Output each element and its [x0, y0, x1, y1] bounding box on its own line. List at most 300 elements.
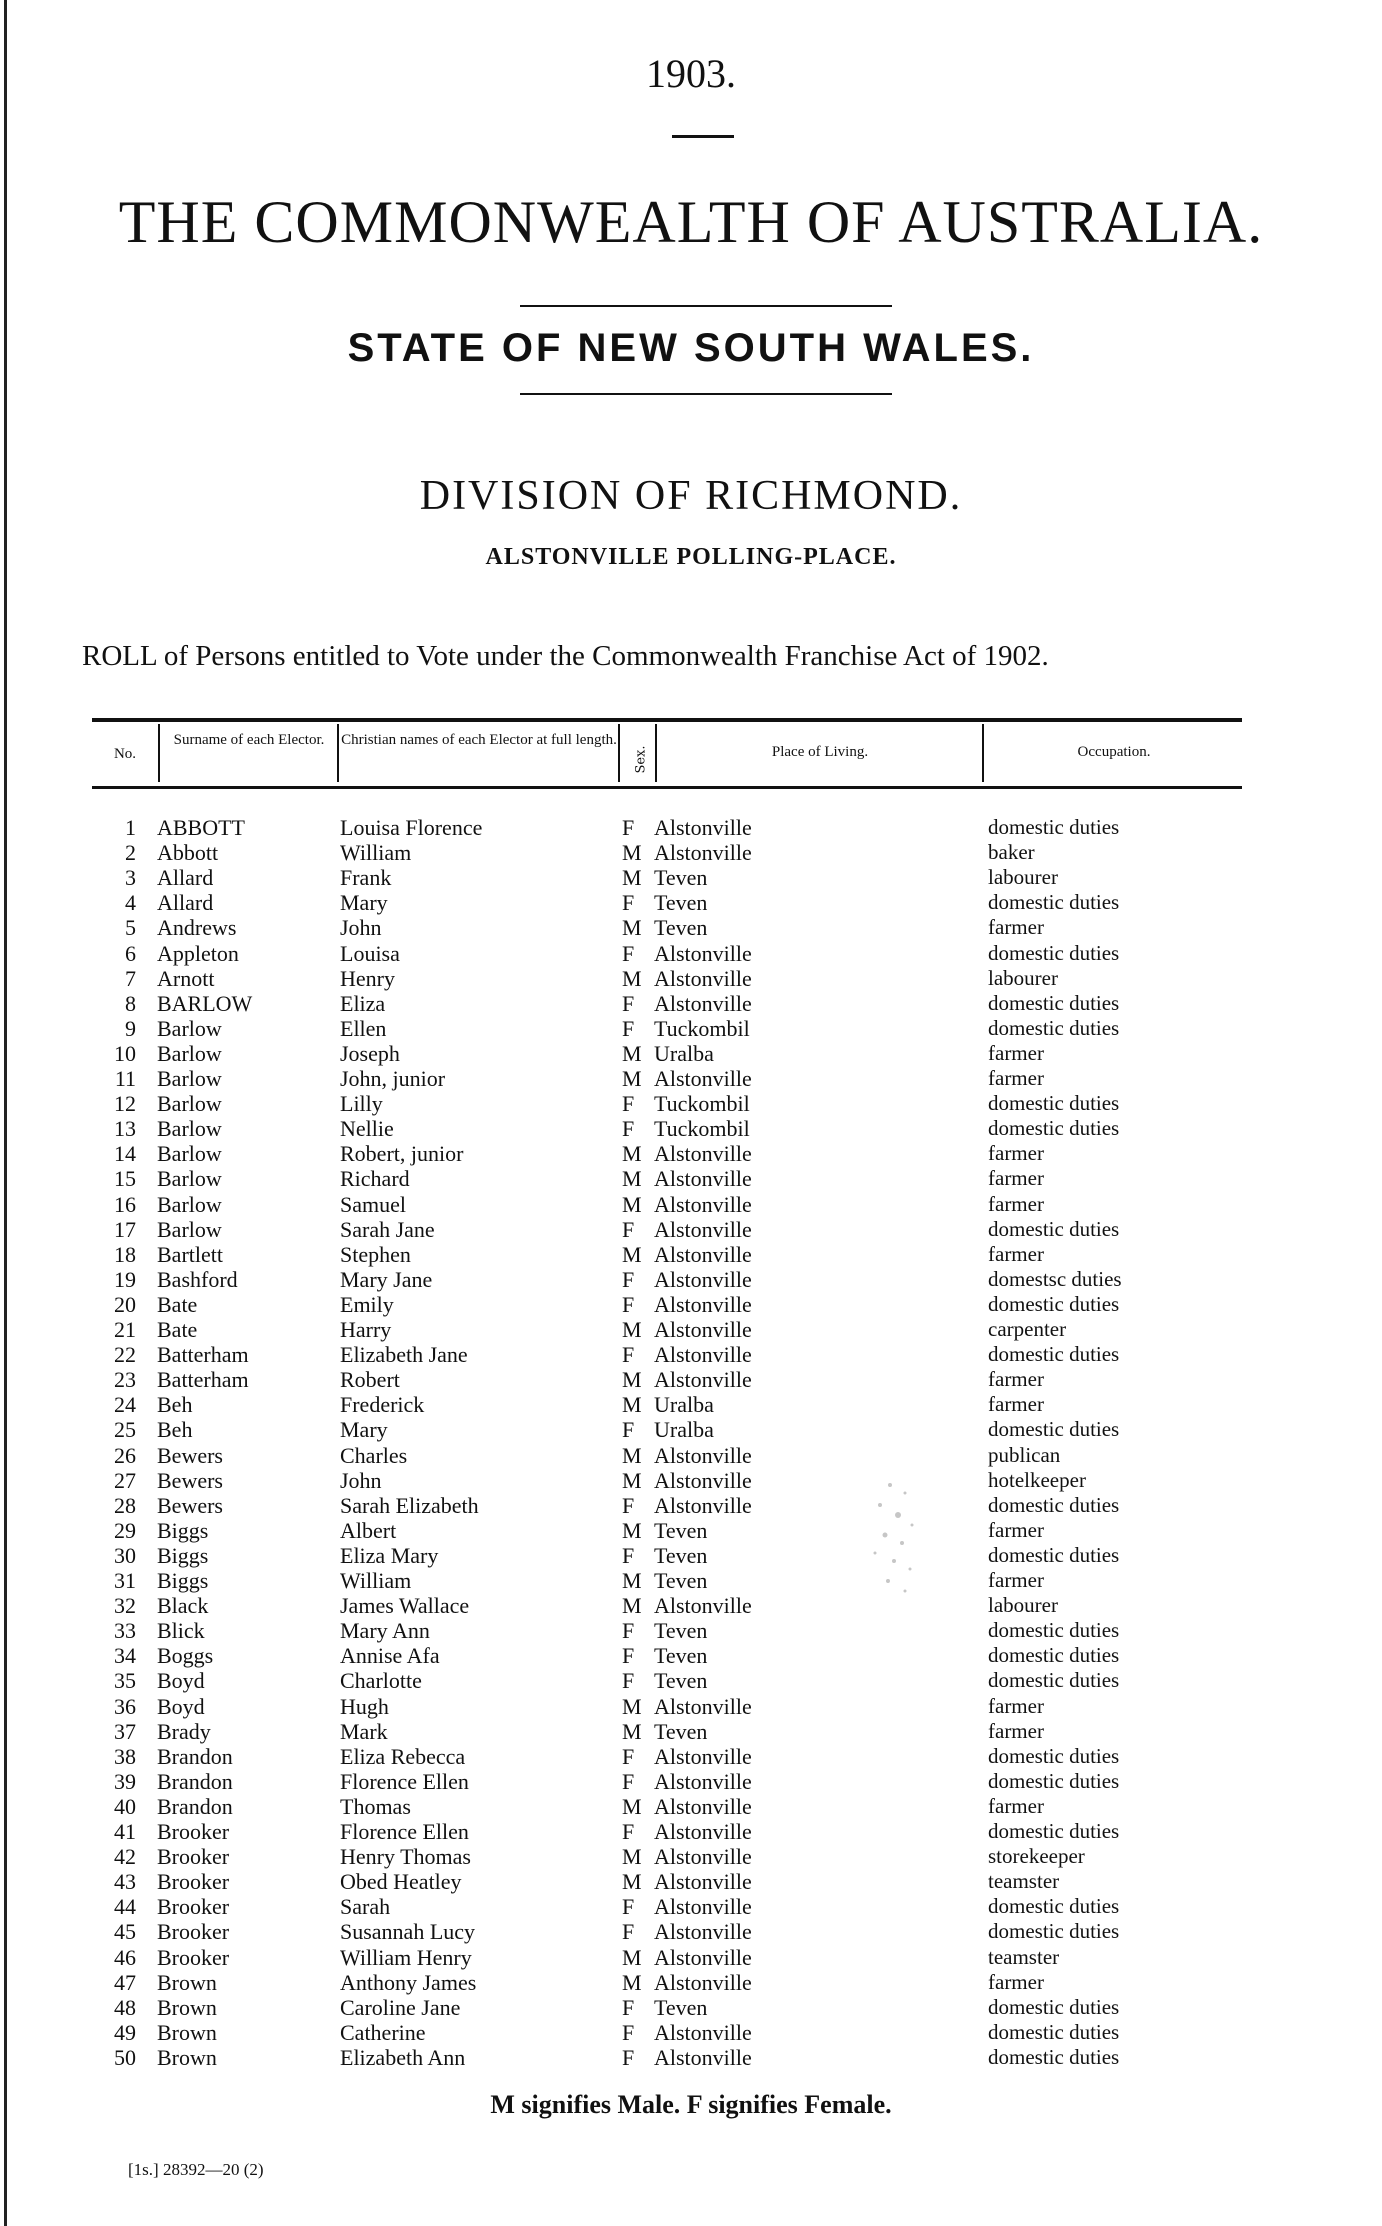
row-christian-names: John: [340, 915, 382, 941]
table-row: [0, 1242, 1382, 1267]
row-surname: Barlow: [157, 1166, 222, 1192]
row-surname: Arnott: [157, 965, 215, 991]
row-sex: M: [622, 1442, 642, 1468]
divider: [672, 135, 734, 138]
row-number: 45: [114, 1919, 136, 1945]
row-surname: Bewers: [157, 1492, 223, 1518]
row-surname: Biggs: [157, 1568, 209, 1593]
table-row: [0, 1593, 1382, 1618]
column-divider: [618, 724, 620, 782]
table-row: [0, 1367, 1382, 1392]
row-sex: F: [622, 990, 635, 1016]
sex-legend: M signifies Male. F signifies Female.: [490, 2090, 892, 2119]
row-occupation: labourer: [988, 865, 1058, 890]
table-row: [0, 1192, 1382, 1217]
row-christian-names: Catherine: [340, 2019, 426, 2045]
polling-place: ALSTONVILLE POLLING-PLACE.: [485, 544, 897, 570]
row-christian-names: Frederick: [340, 1392, 425, 1418]
row-occupation: hotelkeeper: [988, 1467, 1086, 1492]
table-row: [0, 1217, 1382, 1242]
row-occupation: farmer: [988, 1367, 1044, 1392]
row-christian-names: Thomas: [340, 1793, 411, 1819]
table-row: [0, 1894, 1382, 1919]
row-surname: ABBOTT: [157, 815, 245, 840]
row-occupation: domestic duties: [988, 1015, 1120, 1040]
row-christian-names: Lilly: [340, 1091, 383, 1117]
row-christian-names: Robert: [340, 1367, 400, 1393]
row-sex: F: [622, 890, 635, 916]
row-christian-names: Eliza: [340, 990, 386, 1016]
row-sex: F: [622, 940, 635, 966]
row-surname: Brooker: [157, 1919, 230, 1945]
row-christian-names: Mary Jane: [340, 1266, 433, 1292]
row-sex: M: [622, 1969, 642, 1995]
row-number: 5: [125, 915, 136, 941]
table-row: [0, 1066, 1382, 1091]
row-place-of-living: Alstonville: [654, 1819, 752, 1844]
row-occupation: domestic duties: [988, 990, 1120, 1015]
page-title: THE COMMONWEALTH OF AUSTRALIA.: [118, 189, 1264, 255]
header-occupation: Occupation.: [1077, 744, 1151, 760]
row-sex: M: [622, 1793, 642, 1819]
row-occupation: teamster: [988, 1869, 1060, 1894]
row-place-of-living: Teven: [654, 1718, 708, 1744]
row-occupation: farmer: [988, 1693, 1044, 1718]
column-divider: [655, 724, 657, 782]
row-occupation: farmer: [988, 1191, 1044, 1216]
row-sex: F: [622, 1819, 635, 1844]
row-surname: Bewers: [157, 1467, 223, 1493]
row-sex: M: [622, 1844, 642, 1870]
row-number: 39: [114, 1768, 136, 1794]
row-christian-names: Anthony James: [340, 1969, 477, 1995]
row-occupation: farmer: [988, 1568, 1044, 1592]
row-number: 48: [114, 1994, 136, 2020]
print-reference: [1s.] 28392—20 (2): [128, 2160, 264, 2179]
row-occupation: domestic duties: [988, 1894, 1120, 1919]
row-occupation: farmer: [988, 915, 1044, 940]
row-place-of-living: Alstonville: [654, 2044, 752, 2070]
row-christian-names: Henry: [340, 965, 395, 991]
row-place-of-living: Teven: [654, 915, 708, 941]
row-place-of-living: Alstonville: [654, 1944, 752, 1970]
row-sex: F: [622, 1342, 635, 1368]
table-row: [0, 1844, 1382, 1869]
row-sex: F: [622, 1216, 635, 1242]
row-surname: Blick: [157, 1618, 205, 1644]
table-row: [0, 915, 1382, 940]
row-surname: Bashford: [157, 1266, 238, 1292]
row-place-of-living: Tuckombil: [654, 1091, 750, 1117]
row-place-of-living: Teven: [654, 1643, 708, 1669]
row-number: 19: [114, 1266, 136, 1292]
divider: [520, 305, 892, 307]
row-occupation: domestic duties: [988, 1919, 1120, 1944]
table-row: [0, 815, 1382, 840]
row-christian-names: Annise Afa: [340, 1643, 440, 1669]
header-surname: Surname of each Elector.: [173, 732, 325, 748]
row-surname: Brandon: [157, 1768, 233, 1794]
row-christian-names: Henry Thomas: [340, 1844, 471, 1870]
row-sex: M: [622, 1066, 642, 1091]
row-occupation: domestic duties: [988, 1994, 1120, 2019]
row-occupation: farmer: [988, 1141, 1044, 1166]
row-sex: F: [622, 815, 635, 840]
table-row: [0, 840, 1382, 865]
row-christian-names: Ellen: [340, 1015, 387, 1041]
row-place-of-living: Alstonville: [654, 1492, 752, 1518]
row-occupation: domestic duties: [988, 1291, 1120, 1316]
row-sex: F: [622, 2044, 635, 2070]
row-surname: Barlow: [157, 1040, 222, 1066]
row-place-of-living: Uralba: [654, 1392, 714, 1418]
row-number: 17: [114, 1216, 136, 1242]
row-place-of-living: Alstonville: [654, 965, 752, 991]
row-surname: Brown: [157, 2044, 217, 2070]
row-surname: Brady: [157, 1718, 211, 1744]
row-surname: Biggs: [157, 1542, 209, 1568]
row-number: 38: [114, 1743, 136, 1769]
row-sex: M: [622, 1593, 642, 1619]
row-occupation: farmer: [988, 1969, 1044, 1994]
row-surname: Batterham: [157, 1367, 249, 1393]
row-surname: Bartlett: [157, 1241, 223, 1267]
row-occupation: domestic duties: [988, 890, 1120, 915]
table-row: [0, 991, 1382, 1016]
table-row: [0, 1443, 1382, 1468]
row-sex: M: [622, 840, 642, 866]
row-sex: F: [622, 2019, 635, 2045]
row-occupation: baker: [988, 840, 1035, 865]
row-surname: Appleton: [157, 940, 239, 966]
row-place-of-living: Alstonville: [654, 1166, 752, 1192]
row-surname: Andrews: [157, 915, 237, 941]
table-row: [0, 1819, 1382, 1844]
row-occupation: domestic duties: [988, 1216, 1120, 1241]
row-number: 4: [125, 890, 136, 916]
row-place-of-living: Alstonville: [654, 1467, 752, 1493]
row-sex: M: [622, 1568, 642, 1593]
row-sex: M: [622, 1040, 642, 1066]
row-christian-names: Susannah Lucy: [340, 1919, 476, 1945]
row-occupation: domestic duties: [988, 1768, 1120, 1793]
table-header-rule: [92, 786, 1242, 789]
row-place-of-living: Alstonville: [654, 1291, 752, 1317]
row-number: 11: [114, 1066, 136, 1091]
row-occupation: domestic duties: [988, 1819, 1120, 1843]
table-row: [0, 1568, 1382, 1593]
row-place-of-living: Teven: [654, 865, 708, 891]
row-number: 34: [114, 1643, 136, 1669]
table-row: [0, 1091, 1382, 1116]
row-surname: Brandon: [157, 1793, 233, 1819]
row-sex: F: [622, 1116, 635, 1142]
row-number: 21: [114, 1317, 136, 1342]
row-surname: Biggs: [157, 1517, 209, 1543]
row-number: 8: [125, 990, 136, 1016]
row-christian-names: William: [340, 840, 412, 866]
row-surname: BARLOW: [157, 990, 253, 1016]
row-number: 26: [114, 1442, 136, 1468]
row-occupation: domestic duties: [988, 815, 1120, 839]
row-number: 14: [114, 1141, 136, 1167]
row-occupation: teamster: [988, 1944, 1060, 1969]
row-place-of-living: Teven: [654, 890, 708, 916]
row-number: 30: [114, 1542, 136, 1568]
table-row: [0, 1794, 1382, 1819]
row-surname: Brandon: [157, 1743, 233, 1769]
table-row: [0, 1041, 1382, 1066]
division-title: DIVISION OF RICHMOND.: [419, 473, 963, 519]
row-number: 22: [114, 1342, 136, 1368]
row-occupation: domestic duties: [988, 1342, 1120, 1367]
row-surname: Boyd: [157, 1693, 205, 1719]
row-surname: Boyd: [157, 1668, 205, 1694]
row-occupation: farmer: [988, 1066, 1044, 1090]
row-number: 7: [125, 965, 136, 991]
row-number: 42: [114, 1844, 136, 1870]
column-divider: [982, 724, 984, 782]
row-number: 23: [114, 1367, 136, 1393]
row-occupation: domestic duties: [988, 1643, 1120, 1668]
column-divider: [158, 724, 160, 782]
row-place-of-living: Teven: [654, 1517, 708, 1543]
roll-caption: ROLL of Persons entitled to Vote under the Commonwealth Franchise Act of 1902.: [82, 640, 1049, 672]
row-place-of-living: Alstonville: [654, 1191, 752, 1217]
row-place-of-living: Alstonville: [654, 815, 752, 840]
row-sex: M: [622, 915, 642, 941]
row-sex: F: [622, 1492, 635, 1518]
row-surname: Allard: [157, 865, 214, 891]
table-row: [0, 1493, 1382, 1518]
row-christian-names: Mark: [340, 1718, 388, 1744]
table-row: [0, 1618, 1382, 1643]
row-number: 29: [114, 1517, 136, 1543]
row-sex: M: [622, 1944, 642, 1970]
row-occupation: domestic duties: [988, 1492, 1120, 1517]
row-christian-names: William: [340, 1568, 412, 1593]
row-number: 13: [114, 1116, 136, 1142]
row-surname: Black: [157, 1593, 209, 1619]
row-number: 24: [114, 1392, 136, 1418]
row-christian-names: Sarah Elizabeth: [340, 1492, 479, 1518]
row-number: 32: [114, 1593, 136, 1619]
row-number: 18: [114, 1241, 136, 1267]
table-row: [0, 1016, 1382, 1041]
row-sex: F: [622, 1015, 635, 1041]
table-row: [0, 1166, 1382, 1191]
row-surname: Beh: [157, 1392, 193, 1418]
row-place-of-living: Alstonville: [654, 1894, 752, 1920]
divider: [520, 393, 892, 395]
row-occupation: domestic duties: [988, 1542, 1120, 1567]
table-row: [0, 1141, 1382, 1166]
row-surname: Barlow: [157, 1015, 222, 1041]
row-christian-names: Charlotte: [340, 1668, 422, 1694]
row-christian-names: John, junior: [340, 1066, 446, 1091]
row-christian-names: William Henry: [340, 1944, 472, 1970]
row-place-of-living: Alstonville: [654, 840, 752, 866]
row-place-of-living: Tuckombil: [654, 1015, 750, 1041]
row-christian-names: Elizabeth Jane: [340, 1342, 468, 1368]
table-row: [0, 1342, 1382, 1367]
row-place-of-living: Alstonville: [654, 1743, 752, 1769]
row-place-of-living: Teven: [654, 1542, 708, 1568]
row-place-of-living: Uralba: [654, 1417, 714, 1443]
row-number: 36: [114, 1693, 136, 1719]
row-place-of-living: Teven: [654, 1994, 708, 2020]
table-row: [0, 1719, 1382, 1744]
row-christian-names: Obed Heatley: [340, 1869, 462, 1895]
row-place-of-living: Teven: [654, 1668, 708, 1694]
row-number: 44: [114, 1894, 136, 1920]
row-occupation: farmer: [988, 1166, 1044, 1191]
table-row: [0, 2045, 1382, 2070]
row-place-of-living: Alstonville: [654, 1593, 752, 1619]
header-sex: Sex.: [633, 745, 649, 774]
row-christian-names: Louisa Florence: [340, 815, 483, 840]
table-row: [0, 1919, 1382, 1944]
row-surname: Batterham: [157, 1342, 249, 1368]
row-surname: Brown: [157, 1994, 217, 2020]
row-surname: Bewers: [157, 1442, 223, 1468]
row-christian-names: Robert, junior: [340, 1141, 464, 1167]
row-place-of-living: Alstonville: [654, 1919, 752, 1945]
row-number: 25: [114, 1417, 136, 1443]
row-place-of-living: Tuckombil: [654, 1116, 750, 1142]
row-sex: M: [622, 1317, 642, 1342]
table-row: [0, 1668, 1382, 1693]
row-occupation: domestic duties: [988, 1668, 1120, 1693]
row-place-of-living: Alstonville: [654, 940, 752, 966]
row-occupation: farmer: [988, 1392, 1044, 1417]
row-sex: M: [622, 1241, 642, 1267]
row-number: 41: [114, 1819, 136, 1844]
row-place-of-living: Alstonville: [654, 1793, 752, 1819]
row-place-of-living: Alstonville: [654, 1317, 752, 1342]
header-place: Place of Living.: [771, 744, 869, 760]
row-place-of-living: Alstonville: [654, 1844, 752, 1870]
row-sex: M: [622, 865, 642, 891]
row-sex: F: [622, 1291, 635, 1317]
row-sex: F: [622, 1417, 635, 1443]
row-surname: Brooker: [157, 1819, 230, 1844]
table-row: [0, 1744, 1382, 1769]
row-occupation: domestsc duties: [988, 1266, 1122, 1291]
row-number: 47: [114, 1969, 136, 1995]
header-no: No.: [113, 746, 137, 762]
table-row: [0, 1543, 1382, 1568]
table-row: [0, 2020, 1382, 2045]
row-surname: Barlow: [157, 1216, 222, 1242]
row-surname: Beh: [157, 1417, 193, 1443]
row-sex: F: [622, 1542, 635, 1568]
row-occupation: domestic duties: [988, 1091, 1120, 1116]
row-number: 46: [114, 1944, 136, 1970]
table-top-rule: [92, 718, 1242, 722]
row-christian-names: Florence Ellen: [340, 1768, 469, 1794]
row-occupation: domestic duties: [988, 1116, 1120, 1141]
table-row: [0, 1769, 1382, 1794]
row-place-of-living: Alstonville: [654, 1442, 752, 1468]
table-row: [0, 1518, 1382, 1543]
row-christian-names: Sarah Jane: [340, 1216, 435, 1242]
row-christian-names: Frank: [340, 865, 392, 891]
table-row: [0, 1292, 1382, 1317]
row-surname: Brown: [157, 2019, 217, 2045]
row-number: 9: [125, 1015, 136, 1041]
row-sex: F: [622, 1919, 635, 1945]
row-surname: Brooker: [157, 1894, 230, 1920]
row-sex: F: [622, 1618, 635, 1644]
row-place-of-living: Alstonville: [654, 1869, 752, 1895]
row-christian-names: Eliza Mary: [340, 1542, 439, 1568]
row-number: 20: [114, 1291, 136, 1317]
table-row: [0, 1116, 1382, 1141]
row-number: 2: [125, 840, 136, 866]
row-occupation: labourer: [988, 1593, 1058, 1618]
row-number: 49: [114, 2019, 136, 2045]
table-row: [0, 1995, 1382, 2020]
row-sex: M: [622, 1166, 642, 1192]
row-surname: Boggs: [157, 1643, 214, 1669]
row-christian-names: Mary Ann: [340, 1618, 430, 1644]
row-occupation: domestic duties: [988, 940, 1120, 965]
table-row: [0, 865, 1382, 890]
table-row: [0, 1694, 1382, 1719]
row-number: 12: [114, 1091, 136, 1117]
row-christian-names: James Wallace: [340, 1593, 470, 1619]
row-number: 1: [125, 815, 136, 840]
row-surname: Barlow: [157, 1141, 222, 1167]
table-row: [0, 1468, 1382, 1493]
table-row: [0, 1417, 1382, 1442]
faded-stamp: [850, 1465, 940, 1605]
row-number: 10: [114, 1040, 136, 1066]
row-sex: M: [622, 1191, 642, 1217]
row-sex: F: [622, 1768, 635, 1794]
table-row: [0, 941, 1382, 966]
table-row: [0, 1317, 1382, 1342]
row-christian-names: Albert: [340, 1517, 397, 1543]
table-row: [0, 890, 1382, 915]
row-occupation: storekeeper: [988, 1844, 1085, 1869]
row-number: 40: [114, 1793, 136, 1819]
row-number: 31: [114, 1568, 136, 1593]
row-sex: M: [622, 1141, 642, 1167]
row-place-of-living: Alstonville: [654, 1693, 752, 1719]
row-christian-names: Caroline Jane: [340, 1994, 461, 2020]
row-number: 35: [114, 1668, 136, 1694]
row-sex: F: [622, 1643, 635, 1669]
row-sex: F: [622, 1743, 635, 1769]
state-title: STATE OF NEW SOUTH WALES.: [347, 326, 1035, 370]
row-place-of-living: Alstonville: [654, 1367, 752, 1393]
row-sex: F: [622, 1994, 635, 2020]
row-occupation: farmer: [988, 1241, 1044, 1266]
row-occupation: carpenter: [988, 1317, 1067, 1341]
row-occupation: domestic duties: [988, 1417, 1120, 1442]
row-surname: Bate: [157, 1317, 198, 1342]
row-number: 37: [114, 1718, 136, 1744]
row-number: 3: [125, 865, 136, 891]
row-occupation: domestic duties: [988, 1743, 1120, 1768]
row-occupation: domestic duties: [988, 1618, 1120, 1643]
row-christian-names: Mary: [340, 1417, 388, 1443]
row-christian-names: Elizabeth Ann: [340, 2044, 466, 2070]
row-christian-names: Samuel: [340, 1191, 406, 1217]
row-sex: F: [622, 1266, 635, 1292]
